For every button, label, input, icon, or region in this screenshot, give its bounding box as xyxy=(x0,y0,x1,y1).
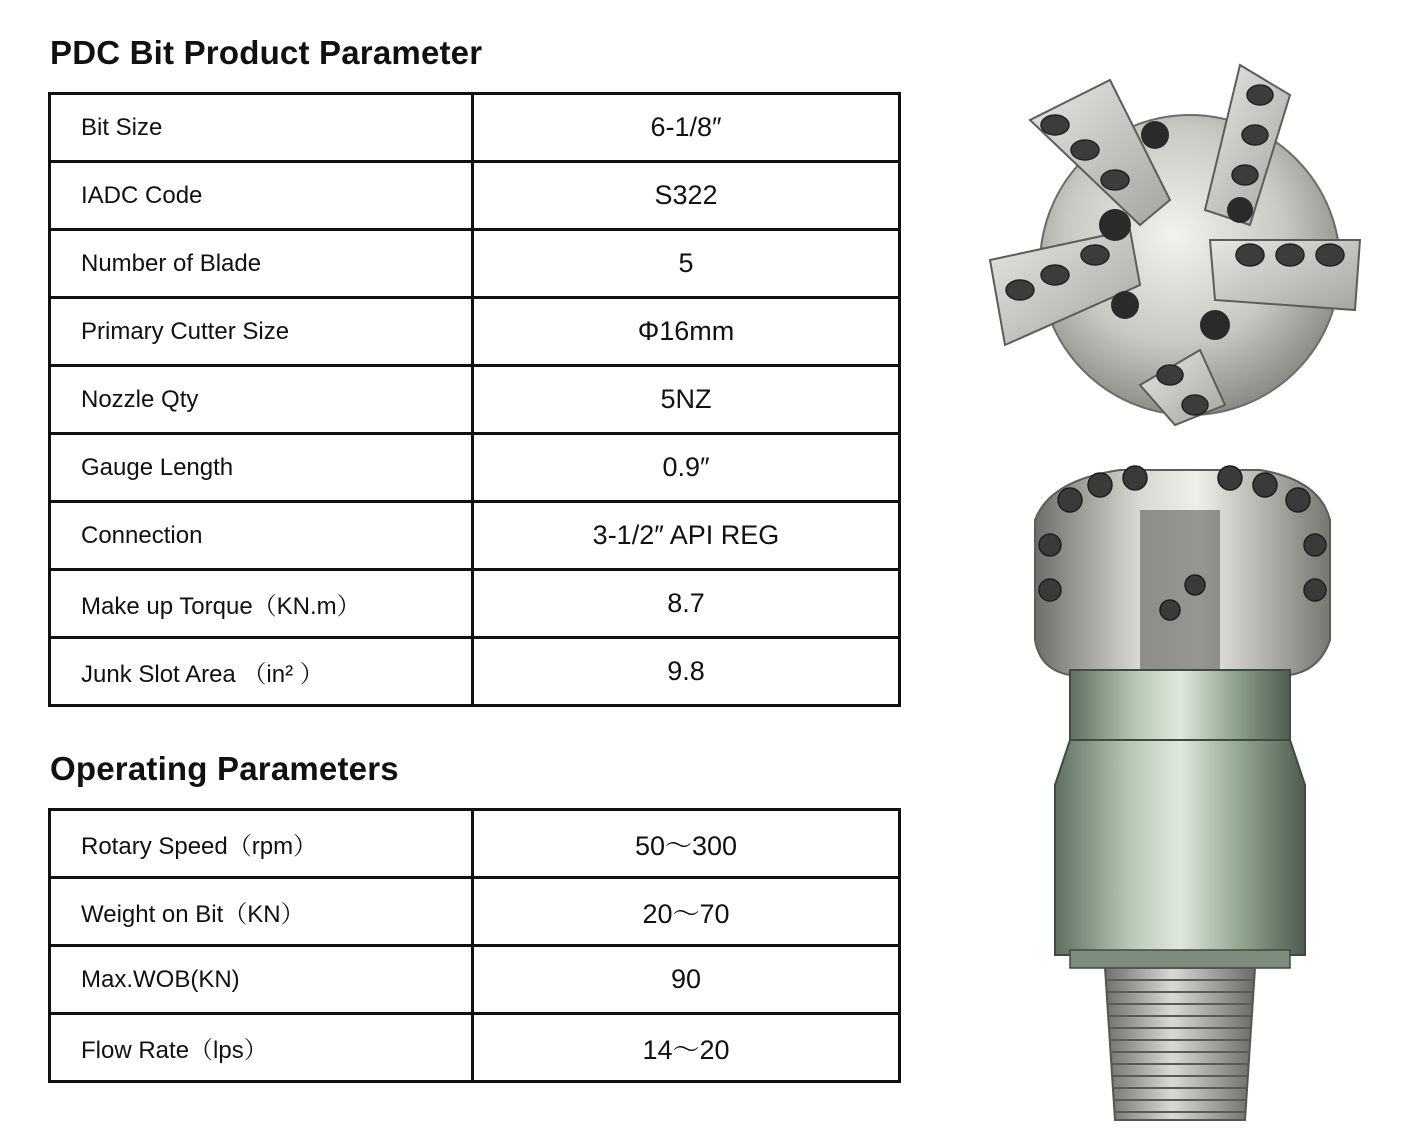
bit-side-view xyxy=(1035,466,1330,1120)
param-label: Nozzle Qty xyxy=(50,366,473,434)
param-value: 5 xyxy=(473,230,900,298)
table-row xyxy=(50,298,900,366)
product-parameter-table xyxy=(48,92,901,707)
param-value: 9.8 xyxy=(473,638,900,706)
param-label: Rotary Speed（rpm） xyxy=(50,810,473,878)
table-row xyxy=(50,570,900,638)
param-value: S322 xyxy=(473,162,900,230)
param-value: 20～70 xyxy=(473,878,900,946)
table-row xyxy=(50,878,900,946)
pdc-bit-illustration xyxy=(960,50,1400,1130)
table-row xyxy=(50,946,900,1014)
param-label: Gauge Length xyxy=(50,434,473,502)
table-row xyxy=(50,366,900,434)
table-row xyxy=(50,810,900,878)
product-parameter-title: PDC Bit Product Parameter xyxy=(50,34,483,71)
table-row xyxy=(50,502,900,570)
param-label: Number of Blade xyxy=(50,230,473,298)
param-label: Flow Rate（lps） xyxy=(50,1014,473,1082)
table-row xyxy=(50,94,900,162)
param-label: Make up Torque（KN.m） xyxy=(50,570,473,638)
param-label: Primary Cutter Size xyxy=(50,298,473,366)
operating-parameters-title: Operating Parameters xyxy=(50,750,399,787)
table-row xyxy=(50,434,900,502)
param-value: 6-1/8″ xyxy=(473,94,900,162)
param-label: Bit Size xyxy=(50,94,473,162)
table-row xyxy=(50,230,900,298)
param-value: 14～20 xyxy=(473,1014,900,1082)
table-row xyxy=(50,162,900,230)
param-value: 3-1/2″ API REG xyxy=(473,502,900,570)
param-value: 90 xyxy=(473,946,900,1014)
param-label: IADC Code xyxy=(50,162,473,230)
param-value: 50～300 xyxy=(473,810,900,878)
table-row xyxy=(50,1014,900,1082)
param-value: 8.7 xyxy=(473,570,900,638)
bit-top-view xyxy=(990,65,1360,425)
param-value: Φ16mm xyxy=(473,298,900,366)
param-label: Junk Slot Area （in² ） xyxy=(50,638,473,706)
param-label: Weight on Bit（KN） xyxy=(50,878,473,946)
param-value: 0.9″ xyxy=(473,434,900,502)
table-row xyxy=(50,638,900,706)
operating-parameters-table xyxy=(48,808,901,1083)
param-label: Max.WOB(KN) xyxy=(50,946,473,1014)
param-label: Connection xyxy=(50,502,473,570)
param-value: 5NZ xyxy=(473,366,900,434)
